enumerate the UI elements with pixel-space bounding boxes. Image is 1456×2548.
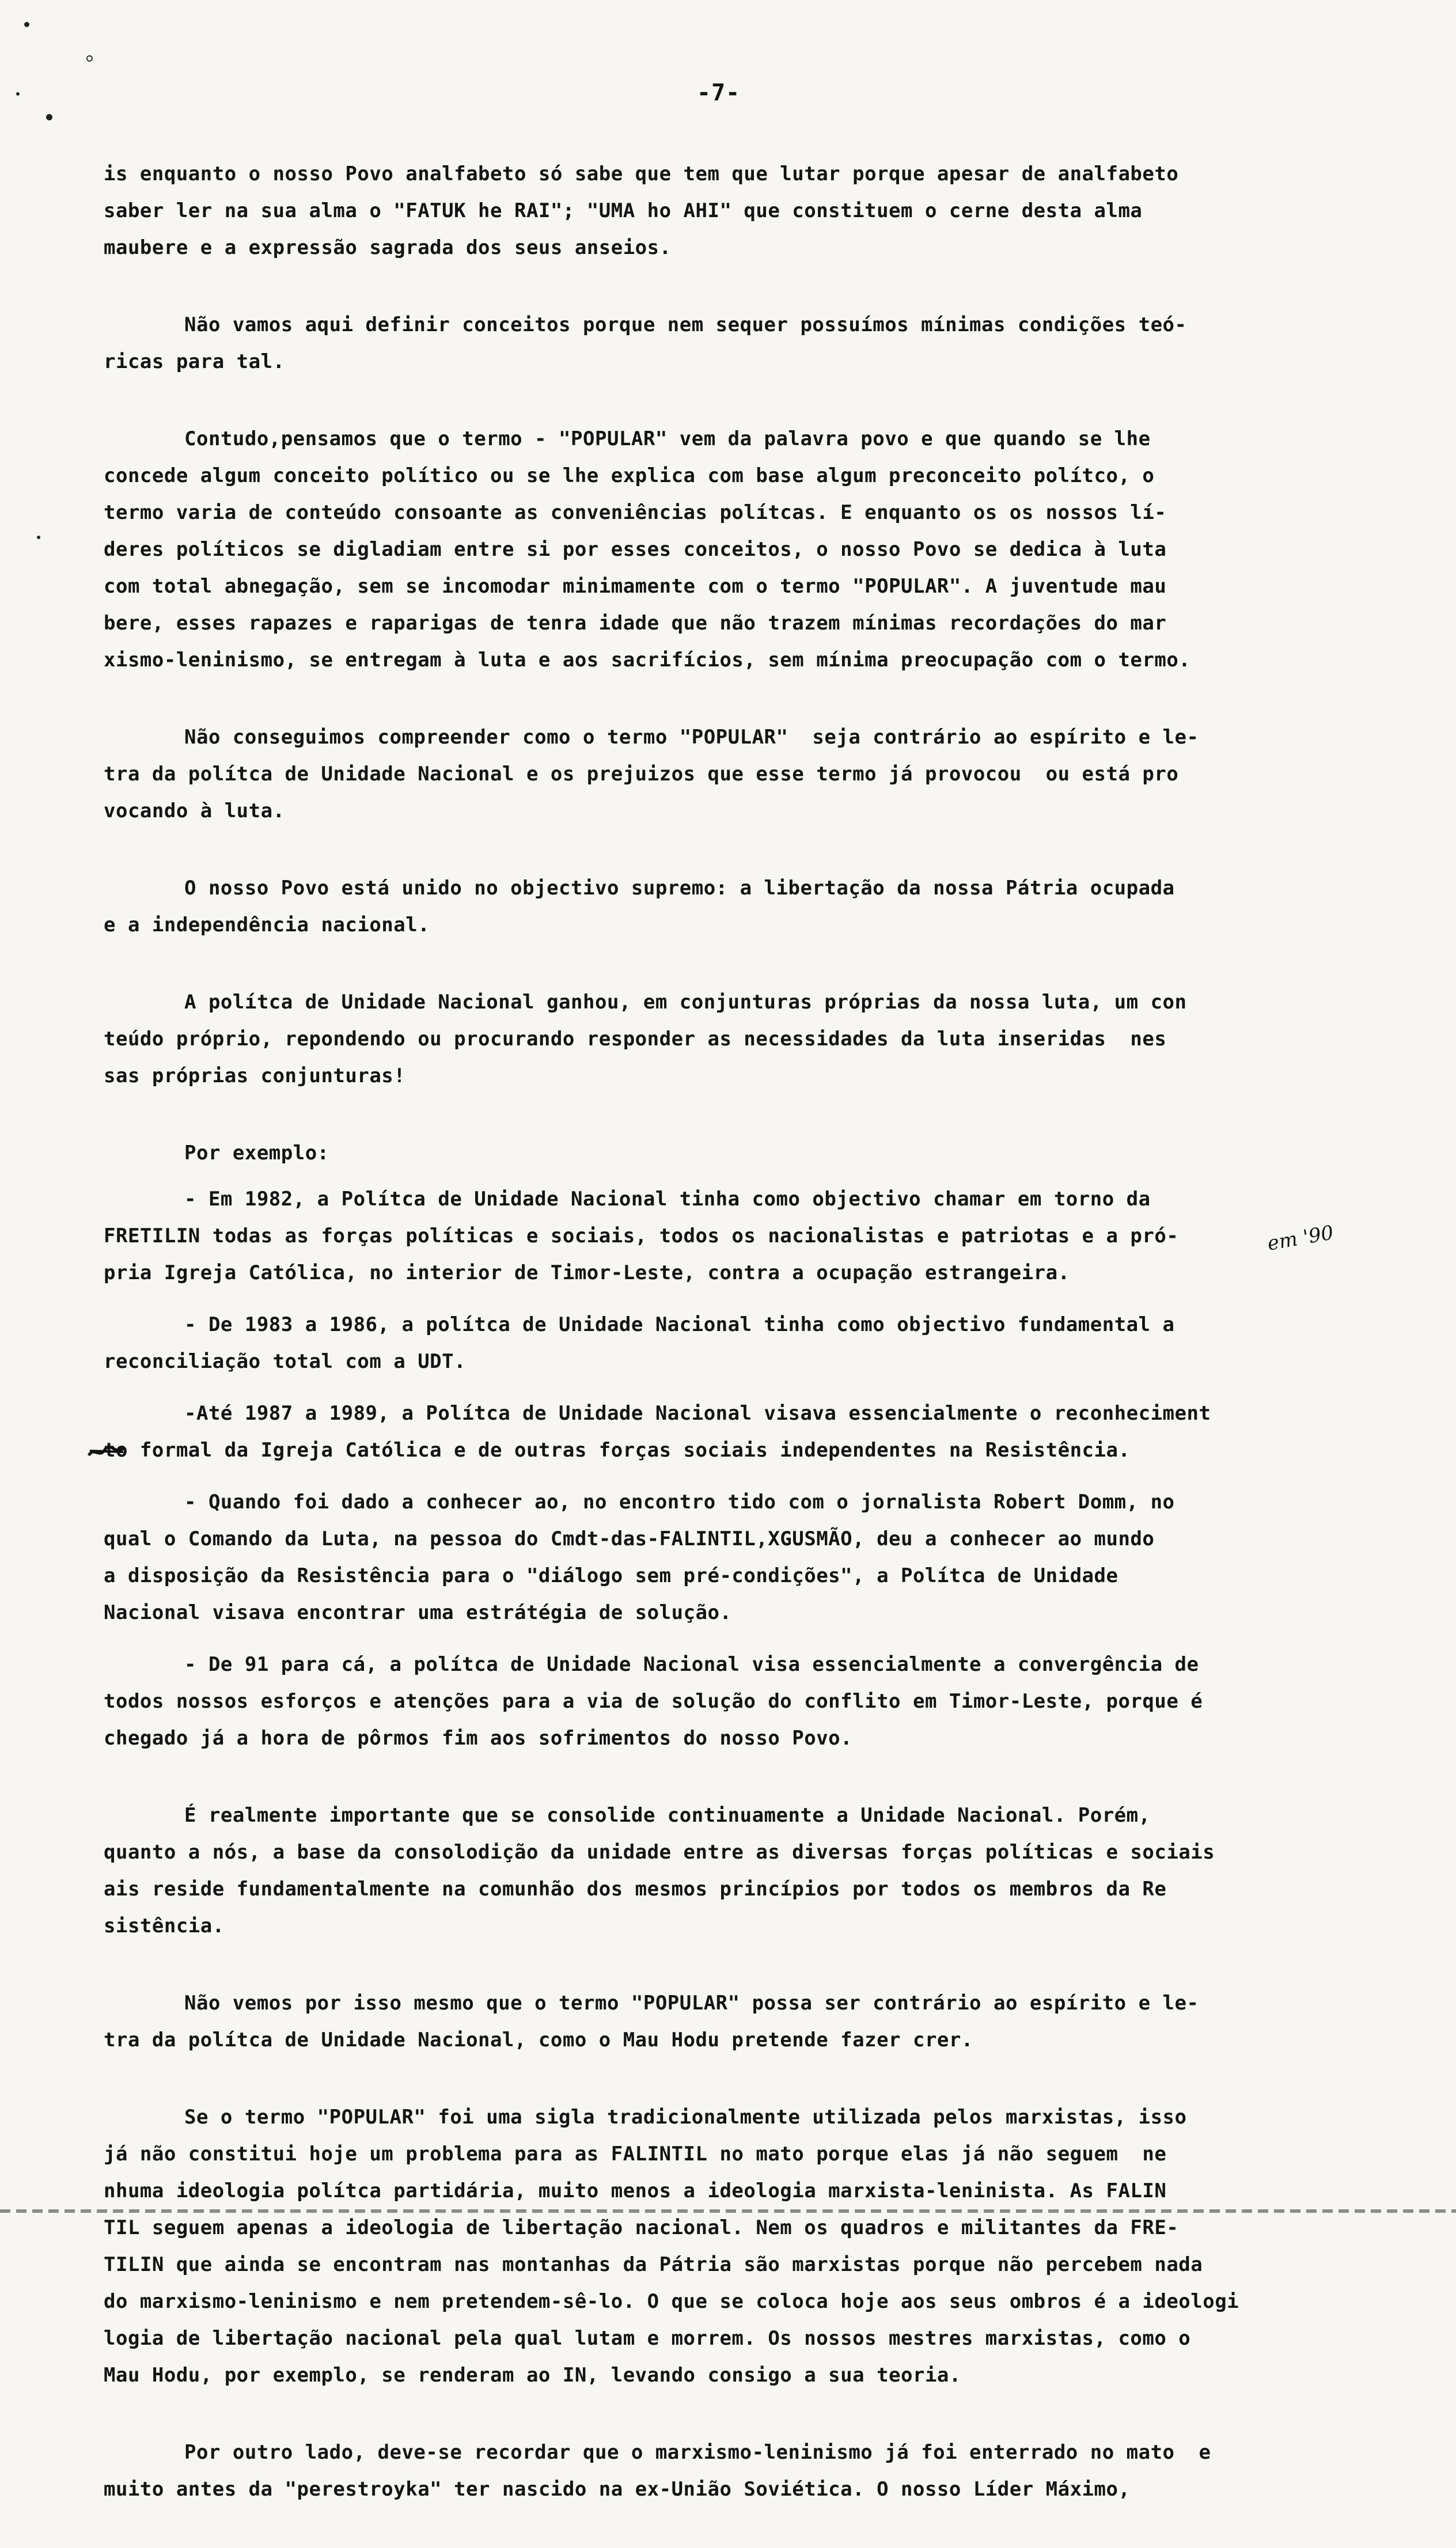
scan-speck — [46, 114, 52, 120]
examples-section — [104, 1135, 1400, 1757]
example-item — [104, 1484, 1400, 1631]
text-line: xismo-leninismo, se entregam à luta e aos sacrifícios, sem mínima preocupação com o termo. — [104, 649, 1191, 672]
text-line: TIL seguem apenas a ideologia de libertação nacional. Nem os quadros e militantes da FRE- — [104, 2216, 1179, 2239]
text-line: vocando à luta. — [104, 799, 285, 822]
paragraph — [104, 719, 1400, 829]
paragraph — [104, 1797, 1400, 1944]
example-item — [104, 1395, 1400, 1469]
text-line: Não vamos aqui definir conceitos porque nem sequer possuímos mínimas condições teó- — [184, 313, 1187, 336]
text-line: chegado já a hora de pôrmos fim aos sofrimentos do nosso Povo. — [104, 1727, 853, 1750]
scan-speck — [37, 536, 40, 539]
text-line: termo varia de conteúdo consoante as conveniências polítcas. E enquanto os os nossos lí- — [104, 501, 1167, 524]
text-line: tra da polítca de Unidade Nacional, como o Mau Hodu pretende fazer crer. — [104, 2028, 973, 2052]
document-body — [104, 156, 1400, 2548]
scan-speck — [24, 22, 29, 27]
text-line: - Quando foi dado a conhecer ao, no encontro tido com o jornalista Robert Domm, no — [184, 1491, 1175, 1514]
scan-speck — [16, 92, 20, 96]
text-line: quanto a nós, a base da consolodição da unidade entre as diversas forças políticas e sociais — [104, 1841, 1215, 1864]
scan-bottom-edge — [0, 2209, 1456, 2213]
text-line: - De 91 para cá, a polítca de Unidade Nacional visa essencialmente a convergência de — [184, 1653, 1199, 1676]
text-line: com total abnegação, sem se incomodar minimamente com o termo "POPULAR". A juventude mau — [104, 575, 1167, 598]
text-line: ais reside fundamentalmente na comunhão dos mesmos princípios por todos os membros da Re — [104, 1878, 1167, 1901]
text-line: Por outro lado, deve-se recordar que o marxismo-leninismo já foi enterrado no mato e — [184, 2441, 1211, 2464]
margin-scribble-mark — [86, 1443, 127, 1460]
text-line: pria Igreja Católica, no interior de Timor-Leste, contra a ocupação estrangeira. — [104, 1261, 1070, 1284]
scan-speck — [86, 55, 93, 62]
text-line: sas próprias conjunturas! — [104, 1064, 406, 1087]
paragraph — [104, 156, 1400, 266]
text-line: já não constitui hoje um problema para as FALINTIL no mato porque elas já não seguem ne — [104, 2143, 1167, 2166]
text-line: Mau Hodu, por exemplo, se renderam ao IN, levando consigo a sua teoria. — [104, 2364, 961, 2387]
page-number: -7- — [697, 79, 741, 106]
text-line: qual o Comando da Luta, na pessoa do Cmdt-das-FALINTIL,XGUSMÃO, deu a conhecer ao mundo — [104, 1527, 1155, 1550]
text-line: maubere e a expressão sagrada dos seus anseios. — [104, 236, 672, 259]
text-line: FRETILIN todas as forças políticas e sociais, todos os nacionalistas e patriotas e a pró- — [104, 1224, 1179, 1248]
text-line: nhuma ideologia polítca partidária, muito menos a ideologia marxista-leninista. As FALIN — [104, 2179, 1167, 2202]
example-item — [104, 1646, 1400, 1757]
text-line: tra da polítca de Unidade Nacional e os prejuizos que esse termo já provocou ou está pro — [104, 763, 1179, 786]
paragraph — [104, 1985, 1400, 2058]
text-line: do marxismo-leninismo e nem pretendem-sê-lo. O que se coloca hoje aos seus ombros é a ideologi — [104, 2290, 1239, 2313]
text-line: ricas para tal. — [104, 350, 285, 373]
paragraph — [104, 306, 1400, 380]
text-line: O nosso Povo está unido no objectivo supremo: a libertação da nossa Pátria ocupada — [184, 877, 1175, 900]
text-line: e a independência nacional. — [104, 913, 430, 936]
text-line: Nacional visava encontrar uma estrátégia de solução. — [104, 1601, 732, 1624]
paragraph — [104, 2434, 1400, 2508]
text-line: É realmente importante que se consolide continuamente a Unidade Nacional. Porém, — [184, 1804, 1151, 1827]
text-line: saber ler na sua alma o "FATUK he RAI"; "UMA ho AHI" que constituem o cerne desta alma — [104, 199, 1143, 222]
text-line: Se o termo "POPULAR" foi uma sigla tradicionalmente utilizada pelos marxistas, isso — [184, 2106, 1187, 2129]
text-line: Não conseguimos compreender como o termo "POPULAR" seja contrário ao espírito e le- — [184, 726, 1199, 749]
paragraph — [104, 870, 1400, 943]
text-line: sistência. — [104, 1914, 225, 1937]
paragraph — [104, 984, 1400, 1094]
text-line: - De 1983 a 1986, a polítca de Unidade Nacional tinha como objectivo fundamental a — [184, 1313, 1175, 1336]
text-line: A polítca de Unidade Nacional ganhou, em conjunturas próprias da nossa luta, um con — [184, 991, 1187, 1014]
text-line: Não vemos por isso mesmo que o termo "POPULAR" possa ser contrário ao espírito e le- — [184, 1992, 1199, 2015]
paragraph — [104, 420, 1400, 678]
text-line: todos nossos esforços e atenções para a via de solução do conflito em Timor-Leste, porque é — [104, 1690, 1203, 1713]
text-line: teúdo próprio, repondendo ou procurando responder as necessidades da luta inseridas nes — [104, 1027, 1167, 1051]
example-item — [104, 1181, 1400, 1291]
text-line: to formal da Igreja Católica e de outras forças sociais independentes na Resistência. — [104, 1439, 1131, 1462]
text-line: muito antes da "perestroyka" ter nascido na ex-União Soviética. O nosso Líder Máximo, — [104, 2478, 1131, 2501]
text-line: logia de libertação nacional pela qual lutam e morrem. Os nossos mestres marxistas, como o — [104, 2327, 1191, 2350]
examples-intro: Por exemplo: — [184, 1142, 329, 1165]
text-line: TILIN que ainda se encontram nas montanhas da Pátria são marxistas porque não percebem nada — [104, 2253, 1203, 2276]
text-line: a disposição da Resistência para o "diálogo sem pré-condições", a Polítca de Unidade — [104, 1564, 1118, 1587]
handwritten-annotation: em '90 — [1265, 1221, 1336, 1256]
example-item — [104, 1306, 1400, 1380]
text-line: bere, esses rapazes e raparigas de tenra idade que não trazem mínimas recordações do mar — [104, 612, 1167, 635]
paragraph — [104, 2099, 1400, 2394]
text-line: is enquanto o nosso Povo analfabeto só sabe que tem que lutar porque apesar de analfabeto — [104, 162, 1179, 185]
text-line: deres políticos se digladiam entre si por esses conceitos, o nosso Povo se dedica à luta — [104, 538, 1167, 561]
text-line: concede algum conceito político ou se lhe explica com base algum preconceito polítco, o — [104, 464, 1155, 487]
text-line: - Em 1982, a Polítca de Unidade Nacional tinha como objectivo chamar em torno da — [184, 1188, 1151, 1211]
text-line: reconciliação total com a UDT. — [104, 1350, 467, 1373]
text-line: Contudo,pensamos que o termo - "POPULAR" vem da palavra povo e que quando se lhe — [184, 427, 1151, 450]
text-line: -Até 1987 a 1989, a Polítca de Unidade Nacional visava essencialmente o reconheciment — [184, 1402, 1211, 1425]
